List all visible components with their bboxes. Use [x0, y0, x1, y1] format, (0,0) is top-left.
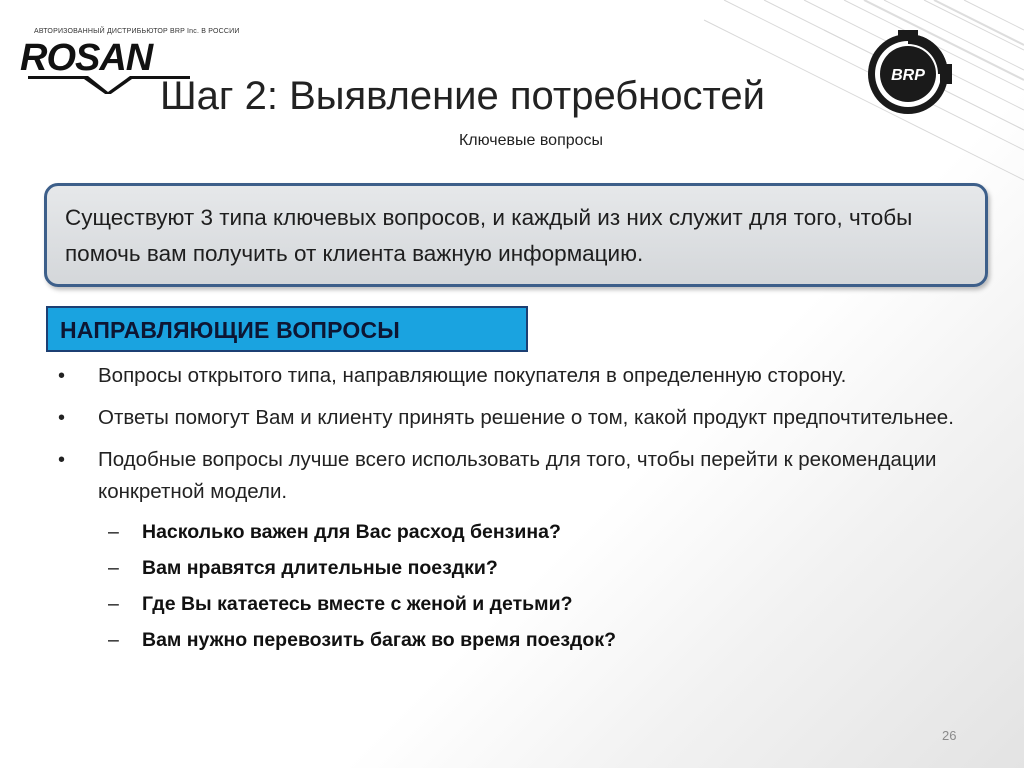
sub-list-item-text: Где Вы катаетесь вместе с женой и детьми?: [142, 593, 573, 615]
list-item-text: Ответы помогут Вам и клиенту принять решение о том, какой продукт предпочтительнее.: [98, 406, 954, 429]
dash-icon: –: [108, 629, 119, 651]
sub-list-item: [108, 554, 986, 582]
list-item: [56, 444, 986, 508]
list-item: [56, 360, 986, 392]
brp-text: BRP: [891, 67, 925, 84]
bullet-icon: •: [58, 449, 66, 471]
sub-list-item-text: Вам нужно перевозить багаж во время поездок?: [142, 629, 617, 651]
sub-list-item-text: Насколько важен для Вас расход бензина?: [142, 521, 561, 543]
section-label-text: НАПРАВЛЯЮЩИЕ ВОПРОСЫ: [60, 317, 401, 343]
distributor-text: АВТОРИЗОВАННЫЙ ДИСТРИБЬЮТОР BRP Inc. В РОССИИ: [34, 28, 240, 35]
rosan-text: ROSAN: [20, 37, 153, 79]
sub-list-item-text: Вам нравятся длительные поездки?: [142, 557, 498, 579]
bullet-icon: •: [58, 365, 66, 387]
brp-logo: [862, 28, 954, 120]
list-item: [56, 402, 986, 434]
section-label: [46, 306, 528, 352]
dash-icon: –: [108, 557, 119, 579]
bullet-icon: •: [58, 407, 66, 429]
bullet-list: [56, 360, 986, 662]
dash-icon: –: [108, 521, 119, 543]
sub-list-item: [108, 590, 986, 618]
list-item-text: Подобные вопросы лучше всего использовать для того, чтобы перейти к рекомендации конкретной модели.: [98, 448, 937, 503]
sub-list-item: [108, 626, 986, 654]
dash-icon: –: [108, 593, 119, 615]
info-callout: [44, 183, 988, 287]
page-subtitle: Ключевые вопросы: [458, 132, 604, 149]
info-callout-text: Существуют 3 типа ключевых вопросов, и каждый из них служит для того, чтобы помочь вам получить от клиента важную информацию.: [65, 205, 913, 266]
page-number: 26: [942, 728, 957, 743]
page-title: Шаг 2: Выявление потребностей: [160, 74, 765, 118]
sub-list-item: [108, 518, 986, 546]
list-item-text: Вопросы открытого типа, направляющие покупателя в определенную сторону.: [98, 364, 847, 387]
sub-bullet-list: [108, 518, 986, 654]
